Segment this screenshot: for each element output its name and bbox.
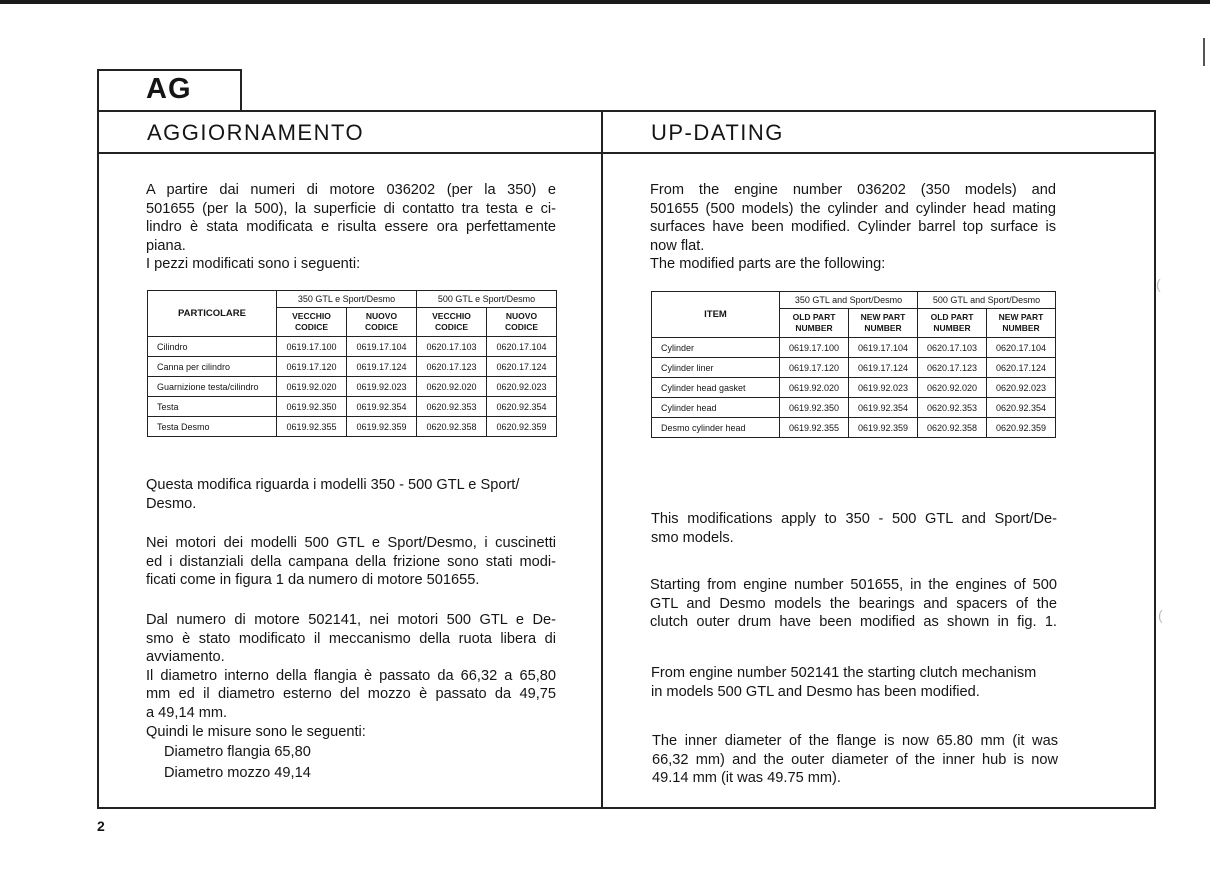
part-code: 0620.17.123 xyxy=(417,357,487,377)
right-paragraph-models xyxy=(651,510,1057,547)
text-line: smo models. xyxy=(651,529,734,546)
part-code: 0619.17.120 xyxy=(277,357,347,377)
part-code: 0619.92.355 xyxy=(277,417,347,437)
table-row xyxy=(652,398,1056,418)
text-line: From engine number 502141 the starting clutch mechanism xyxy=(651,665,1037,681)
part-name: Cylinder xyxy=(652,338,780,358)
part-code: 0620.92.023 xyxy=(987,378,1056,398)
part-name: Cylinder head xyxy=(652,398,780,418)
table-col-old xyxy=(417,308,487,337)
table-row xyxy=(652,338,1056,358)
table-row xyxy=(652,378,1056,398)
text-line: avviamento. xyxy=(146,649,225,666)
table-row xyxy=(652,358,1056,378)
text-line: GTL and Desmo models the bearings and spacers of the xyxy=(650,595,1057,612)
text-line: This modifications apply to 350 - 500 GTL and Sport/De- xyxy=(651,511,1057,527)
part-code: 0620.92.020 xyxy=(918,378,987,398)
text-line: ficati come in figura 1 da numero di motore 501655. xyxy=(146,572,480,589)
part-code: 0619.17.120 xyxy=(780,358,849,378)
part-code: 0619.17.104 xyxy=(849,338,918,358)
part-code: 0619.17.100 xyxy=(277,337,347,357)
part-code: 0619.92.350 xyxy=(277,397,347,417)
left-section-title: AGGIORNAMENTO xyxy=(147,120,365,145)
col-label: OLD PART NUMBER xyxy=(930,312,974,333)
text-line: The inner diameter of the flange is now 65.80 mm (it was xyxy=(652,733,1058,749)
text-line: piana. xyxy=(146,237,186,254)
part-code: 0620.92.358 xyxy=(918,418,987,438)
col-label: VECCHIO CODICE xyxy=(292,311,331,332)
part-code: 0619.92.359 xyxy=(347,417,417,437)
text-line: Starting from engine number 501655, in the engines of 500 xyxy=(650,577,1057,593)
page-bottom-rule xyxy=(97,807,1156,809)
left-intro-paragraph xyxy=(146,181,556,274)
header-bottom-rule xyxy=(97,152,1156,154)
part-code: 0620.92.354 xyxy=(987,398,1056,418)
table-col-old xyxy=(277,308,347,337)
text-line: in models 500 GTL and Desmo has been modified. xyxy=(651,683,980,700)
text-line: Quindi le misure sono le seguenti: xyxy=(146,723,366,740)
part-code: 0620.92.023 xyxy=(487,377,557,397)
measure-hub: Diametro mozzo 49,14 xyxy=(164,764,311,781)
text-line: clutch outer drum have been modified as shown in fig. 1. xyxy=(650,614,1057,631)
table-col-old xyxy=(918,309,987,338)
right-section-title: UP-DATING xyxy=(651,120,784,145)
part-code: 0619.92.350 xyxy=(780,398,849,418)
part-code: 0620.92.354 xyxy=(487,397,557,417)
col-label: NUOVO CODICE xyxy=(504,311,539,332)
section-tag: AG xyxy=(146,73,192,105)
text-line: I pezzi modificati sono i seguenti: xyxy=(146,256,361,273)
part-code: 0620.17.123 xyxy=(918,358,987,378)
table-group-350: 350 GTL and Sport/Desmo xyxy=(780,292,918,309)
text-line: From the engine number 036202 (350 models) and xyxy=(650,182,1056,198)
col-label: NEW PART NUMBER xyxy=(998,312,1044,333)
text-line: now flat. xyxy=(650,237,705,254)
part-name: Guarnizione testa/cilindro xyxy=(148,377,277,397)
scan-edge-mark xyxy=(1203,38,1205,66)
measure-flange: Diametro flangia 65,80 xyxy=(164,744,311,761)
part-code: 0619.17.124 xyxy=(849,358,918,378)
part-code: 0620.17.103 xyxy=(918,338,987,358)
part-code: 0620.92.359 xyxy=(987,418,1056,438)
text-line: Il diametro interno della flangia è passato da 66,32 a 65,80 xyxy=(146,667,556,684)
col-label: OLD PART NUMBER xyxy=(792,312,836,333)
table-col-new xyxy=(347,308,417,337)
part-code: 0620.92.353 xyxy=(918,398,987,418)
table-row xyxy=(148,397,557,417)
text-line: 501655 (per la 500), la superficie di contatto tra testa e ci- xyxy=(146,200,556,217)
part-code: 0619.92.020 xyxy=(277,377,347,397)
table-item-header: PARTICOLARE xyxy=(148,291,277,337)
part-code: 0620.17.104 xyxy=(987,338,1056,358)
text-line: Dal numero di motore 502141, nei motori 500 GTL e De- xyxy=(146,612,556,628)
table-col-new xyxy=(487,308,557,337)
page-number: 2 xyxy=(97,818,105,834)
text-line: 66,32 mm) and the outer diameter of the inner hub is now xyxy=(652,751,1058,768)
header-top-rule xyxy=(97,110,1156,112)
table-item-header: ITEM xyxy=(652,292,780,338)
text-line: Nei motori dei modelli 500 GTL e Sport/Desmo, i cuscinetti xyxy=(146,535,556,551)
table-group-350: 350 GTL e Sport/Desmo xyxy=(277,291,417,308)
table-row xyxy=(148,357,557,377)
table-col-new xyxy=(849,309,918,338)
part-name: Testa xyxy=(148,397,277,417)
page-left-border xyxy=(97,69,99,809)
text-line: 501655 (500 models) the cylinder and cylinder head mating xyxy=(650,200,1056,217)
text-line: lindro è stata modificata e risulta essere ora perfettamente xyxy=(146,219,556,236)
part-code: 0620.92.020 xyxy=(417,377,487,397)
right-paragraph-clutch xyxy=(650,576,1057,632)
part-code: 0620.17.104 xyxy=(487,337,557,357)
text-line: smo è stato modificato il meccanismo della ruota libera di xyxy=(146,630,556,647)
left-paragraph-starter xyxy=(146,611,556,782)
table-row xyxy=(652,418,1056,438)
column-divider xyxy=(601,110,603,809)
part-code: 0620.92.358 xyxy=(417,417,487,437)
page-right-border xyxy=(1154,110,1156,809)
part-code: 0620.92.353 xyxy=(417,397,487,417)
table-row xyxy=(148,377,557,397)
part-code: 0619.92.023 xyxy=(849,378,918,398)
col-label: VECCHIO CODICE xyxy=(432,311,471,332)
part-code: 0619.17.100 xyxy=(780,338,849,358)
text-line: 49.14 mm (it was 49.75 mm). xyxy=(652,770,841,787)
text-line: ed i distanziali della campana della frizione sono stati modi- xyxy=(146,553,556,570)
part-code: 0620.17.124 xyxy=(487,357,557,377)
part-code: 0620.17.103 xyxy=(417,337,487,357)
top-edge-rule xyxy=(0,0,1210,4)
part-code: 0620.92.359 xyxy=(487,417,557,437)
left-paragraph-models xyxy=(146,476,556,513)
text-line: Desmo. xyxy=(146,495,197,512)
part-name: Cylinder head gasket xyxy=(652,378,780,398)
text-line: a 49,14 mm. xyxy=(146,704,228,721)
scan-artifact: ( xyxy=(1158,607,1163,623)
left-parts-table xyxy=(147,290,557,437)
part-code: 0619.92.354 xyxy=(849,398,918,418)
table-group-500: 500 GTL e Sport/Desmo xyxy=(417,291,557,308)
table-col-old xyxy=(780,309,849,338)
part-code: 0619.92.355 xyxy=(780,418,849,438)
col-label: NUOVO CODICE xyxy=(364,311,399,332)
part-name: Cylinder liner xyxy=(652,358,780,378)
text-line: A partire dai numeri di motore 036202 (per la 350) e xyxy=(146,182,556,198)
table-group-500: 500 GTL and Sport/Desmo xyxy=(918,292,1056,309)
part-name: Desmo cylinder head xyxy=(652,418,780,438)
table-row xyxy=(148,417,557,437)
right-paragraph-diameters xyxy=(652,732,1058,788)
right-intro-paragraph xyxy=(650,181,1056,274)
text-line: Questa modifica riguarda i modelli 350 - 500 GTL e Sport/ xyxy=(146,477,520,493)
right-parts-table xyxy=(651,291,1056,438)
scan-artifact: ( xyxy=(1156,276,1161,292)
col-label: NEW PART NUMBER xyxy=(860,312,906,333)
part-code: 0619.92.020 xyxy=(780,378,849,398)
part-name: Testa Desmo xyxy=(148,417,277,437)
part-code: 0619.92.023 xyxy=(347,377,417,397)
part-code: 0619.17.124 xyxy=(347,357,417,377)
right-paragraph-starter xyxy=(651,664,1057,701)
part-code: 0619.92.359 xyxy=(849,418,918,438)
part-name: Canna per cilindro xyxy=(148,357,277,377)
part-code: 0619.17.104 xyxy=(347,337,417,357)
text-line: The modified parts are the following: xyxy=(650,256,886,273)
part-code: 0619.92.354 xyxy=(347,397,417,417)
table-col-new xyxy=(987,309,1056,338)
table-row xyxy=(148,337,557,357)
text-line: mm ed il diametro esterno del mozzo è passato da 49,75 xyxy=(146,686,556,703)
left-paragraph-clutch xyxy=(146,534,556,590)
part-name: Cilindro xyxy=(148,337,277,357)
part-code: 0620.17.124 xyxy=(987,358,1056,378)
text-line: surfaces have been modified. Cylinder barrel top surface is xyxy=(650,219,1056,236)
